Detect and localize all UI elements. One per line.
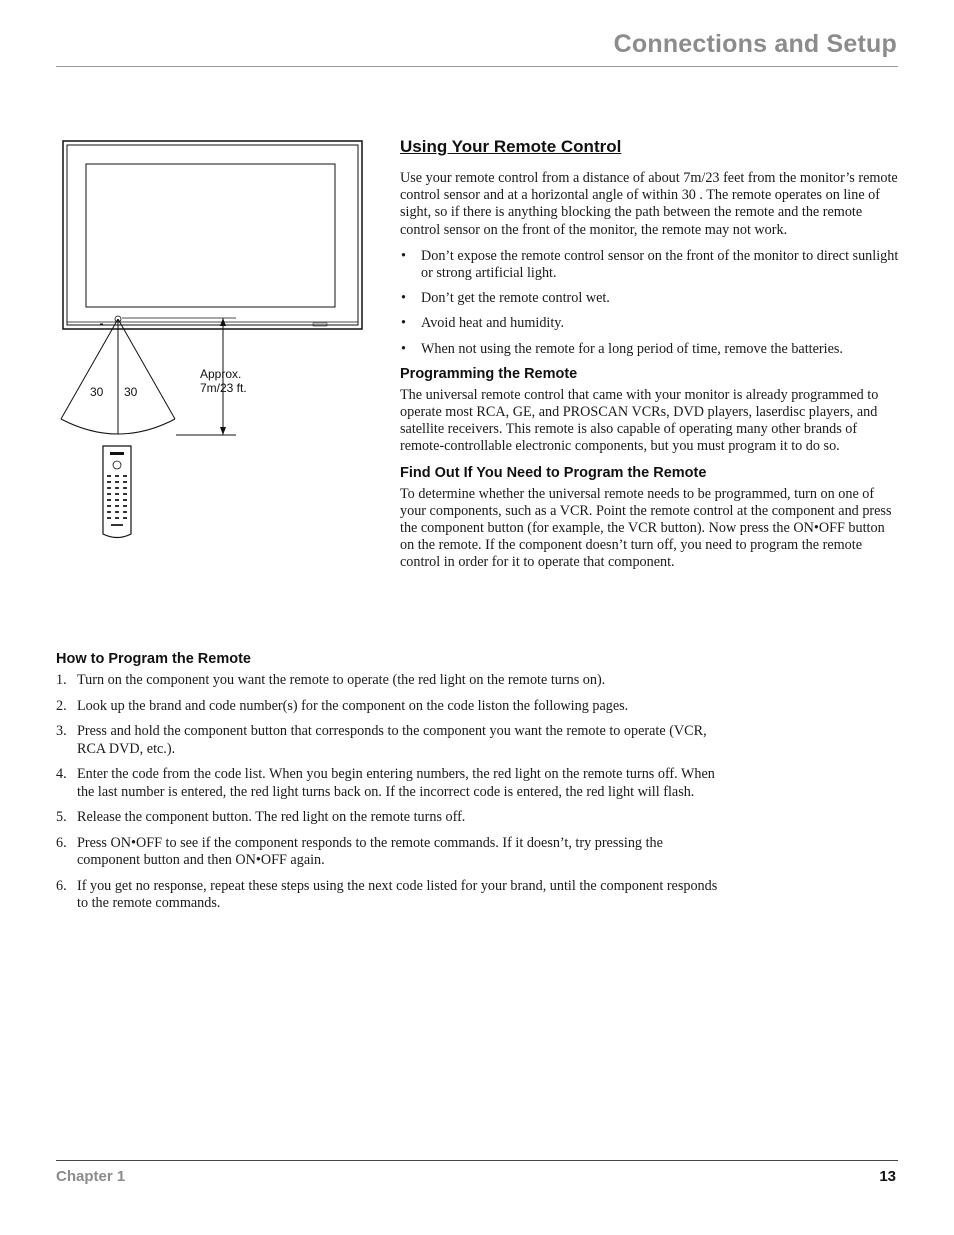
angle-right-edge: [118, 319, 175, 419]
step-text: Press ON•OFF to see if the component responds to the remote commands. If it doesn’t, try pressing the component button and then ON•OFF again.: [77, 834, 663, 869]
bullet-text: Don’t expose the remote control sensor on the front of the monitor to direct sunlight or strong artificial light.: [421, 247, 899, 282]
step-number: 6.: [56, 877, 67, 894]
list-item: [56, 809, 726, 826]
subheading-find-out: Find Out If You Need to Program the Remote: [400, 464, 707, 481]
subheading-how-to: How to Program the Remote: [56, 651, 251, 667]
step-text: Enter the code from the code list. When you begin entering numbers, the red light on the remote turns off. When the last number is entered, the red light turns back on. If the incorrect code is entered, the red light will flash.: [77, 766, 715, 800]
step-text: Look up the brand and code number(s) for the component on the code liston the following pages.: [77, 697, 629, 714]
remote-usage-bullets: [400, 248, 900, 358]
list-item: • Don’t expose the remote control sensor on the front of the monitor to direct sunlight or strong artificial light.: [401, 247, 899, 282]
step-number: 3.: [56, 723, 67, 740]
section-heading-using-remote: Using Your Remote Control: [400, 137, 622, 156]
list-item: • Don’t get the remote control wet.: [401, 290, 610, 307]
angle-left-label: 30: [90, 385, 104, 399]
step-number: 6.: [56, 834, 67, 851]
footer-divider: [56, 1160, 898, 1161]
distance-label-line2: 7m/23 ft.: [200, 381, 247, 395]
bullet-text: Don’t get the remote control wet.: [421, 290, 610, 307]
how-to-program-section: [56, 651, 726, 921]
step-text: Release the component button. The red light on the remote turns off.: [77, 809, 466, 826]
step-number: 2.: [56, 697, 67, 714]
angle-left-edge: [61, 319, 118, 419]
list-item: [56, 698, 726, 715]
step-text: If you get no response, repeat these steps using the next code listed for your brand, until the component responds to the remote commands.: [77, 877, 718, 912]
distance-label-line1: Approx.: [200, 367, 242, 381]
step-number: 5.: [56, 809, 67, 826]
page-number: 13: [879, 1168, 896, 1185]
bullet-text: When not using the remote for a long period of time, remove the batteries.: [421, 340, 843, 357]
subheading-programming: Programming the Remote: [400, 365, 578, 382]
page-header-title: Connections and Setup: [613, 30, 897, 58]
program-steps-list: [56, 672, 726, 912]
list-item: • Avoid heat and humidity.: [401, 315, 565, 332]
remote-range-illustration: [56, 136, 376, 546]
angle-right-label: 30: [124, 385, 138, 399]
list-item: [56, 723, 726, 757]
remote-usage-intro: Use your remote control from a distance of about 7m/23 feet from the monitor’s remote control sensor and at a horizontal angle of within 30 . The remote operates on line of sight, so if there is anything blocking the path between the remote and the remote control sensor on the front of the monitor, the remote may not work.: [400, 170, 898, 238]
step-text: Press and hold the component button that corresponds to the component you want the remote to operate (VCR, RCA DVD, etc.).: [77, 723, 707, 757]
list-item: • When not using the remote for a long period of time, remove the batteries.: [401, 340, 843, 357]
remote-usage-section: [400, 137, 900, 581]
find-out-text: To determine whether the universal remote needs to be programmed, turn on one of your components, such as a VCR. Point the remote control at the component and press the component button (for example, the VCR button). Now press the ON•OFF button on the remote. If the component doesn’t turn off, you need to program the remote control in order for it to operate that component.: [400, 485, 892, 571]
step-text: Turn on the component you want the remote to operate (the red light on the remote turns on).: [77, 672, 606, 688]
programming-text: The universal remote control that came with your monitor is already programmed to operate most RCA, GE, and PROSCAN VCRs, DVD players, laserdisc players, and satellite receivers. This remote is also capable of operating many other brands of remote-controllable electronic components, but you must program it to do so.: [400, 386, 879, 455]
footer-chapter: Chapter 1: [56, 1168, 126, 1185]
step-number: 1.: [56, 672, 67, 688]
header-divider: [56, 66, 898, 67]
remote-control-icon: [103, 446, 131, 538]
step-number: 4.: [56, 766, 67, 783]
list-item: [56, 766, 726, 800]
monitor-screen: [86, 164, 335, 307]
list-item: [56, 672, 726, 689]
list-item: [56, 878, 726, 912]
bullet-text: Avoid heat and humidity.: [421, 315, 565, 332]
list-item: [56, 835, 726, 869]
